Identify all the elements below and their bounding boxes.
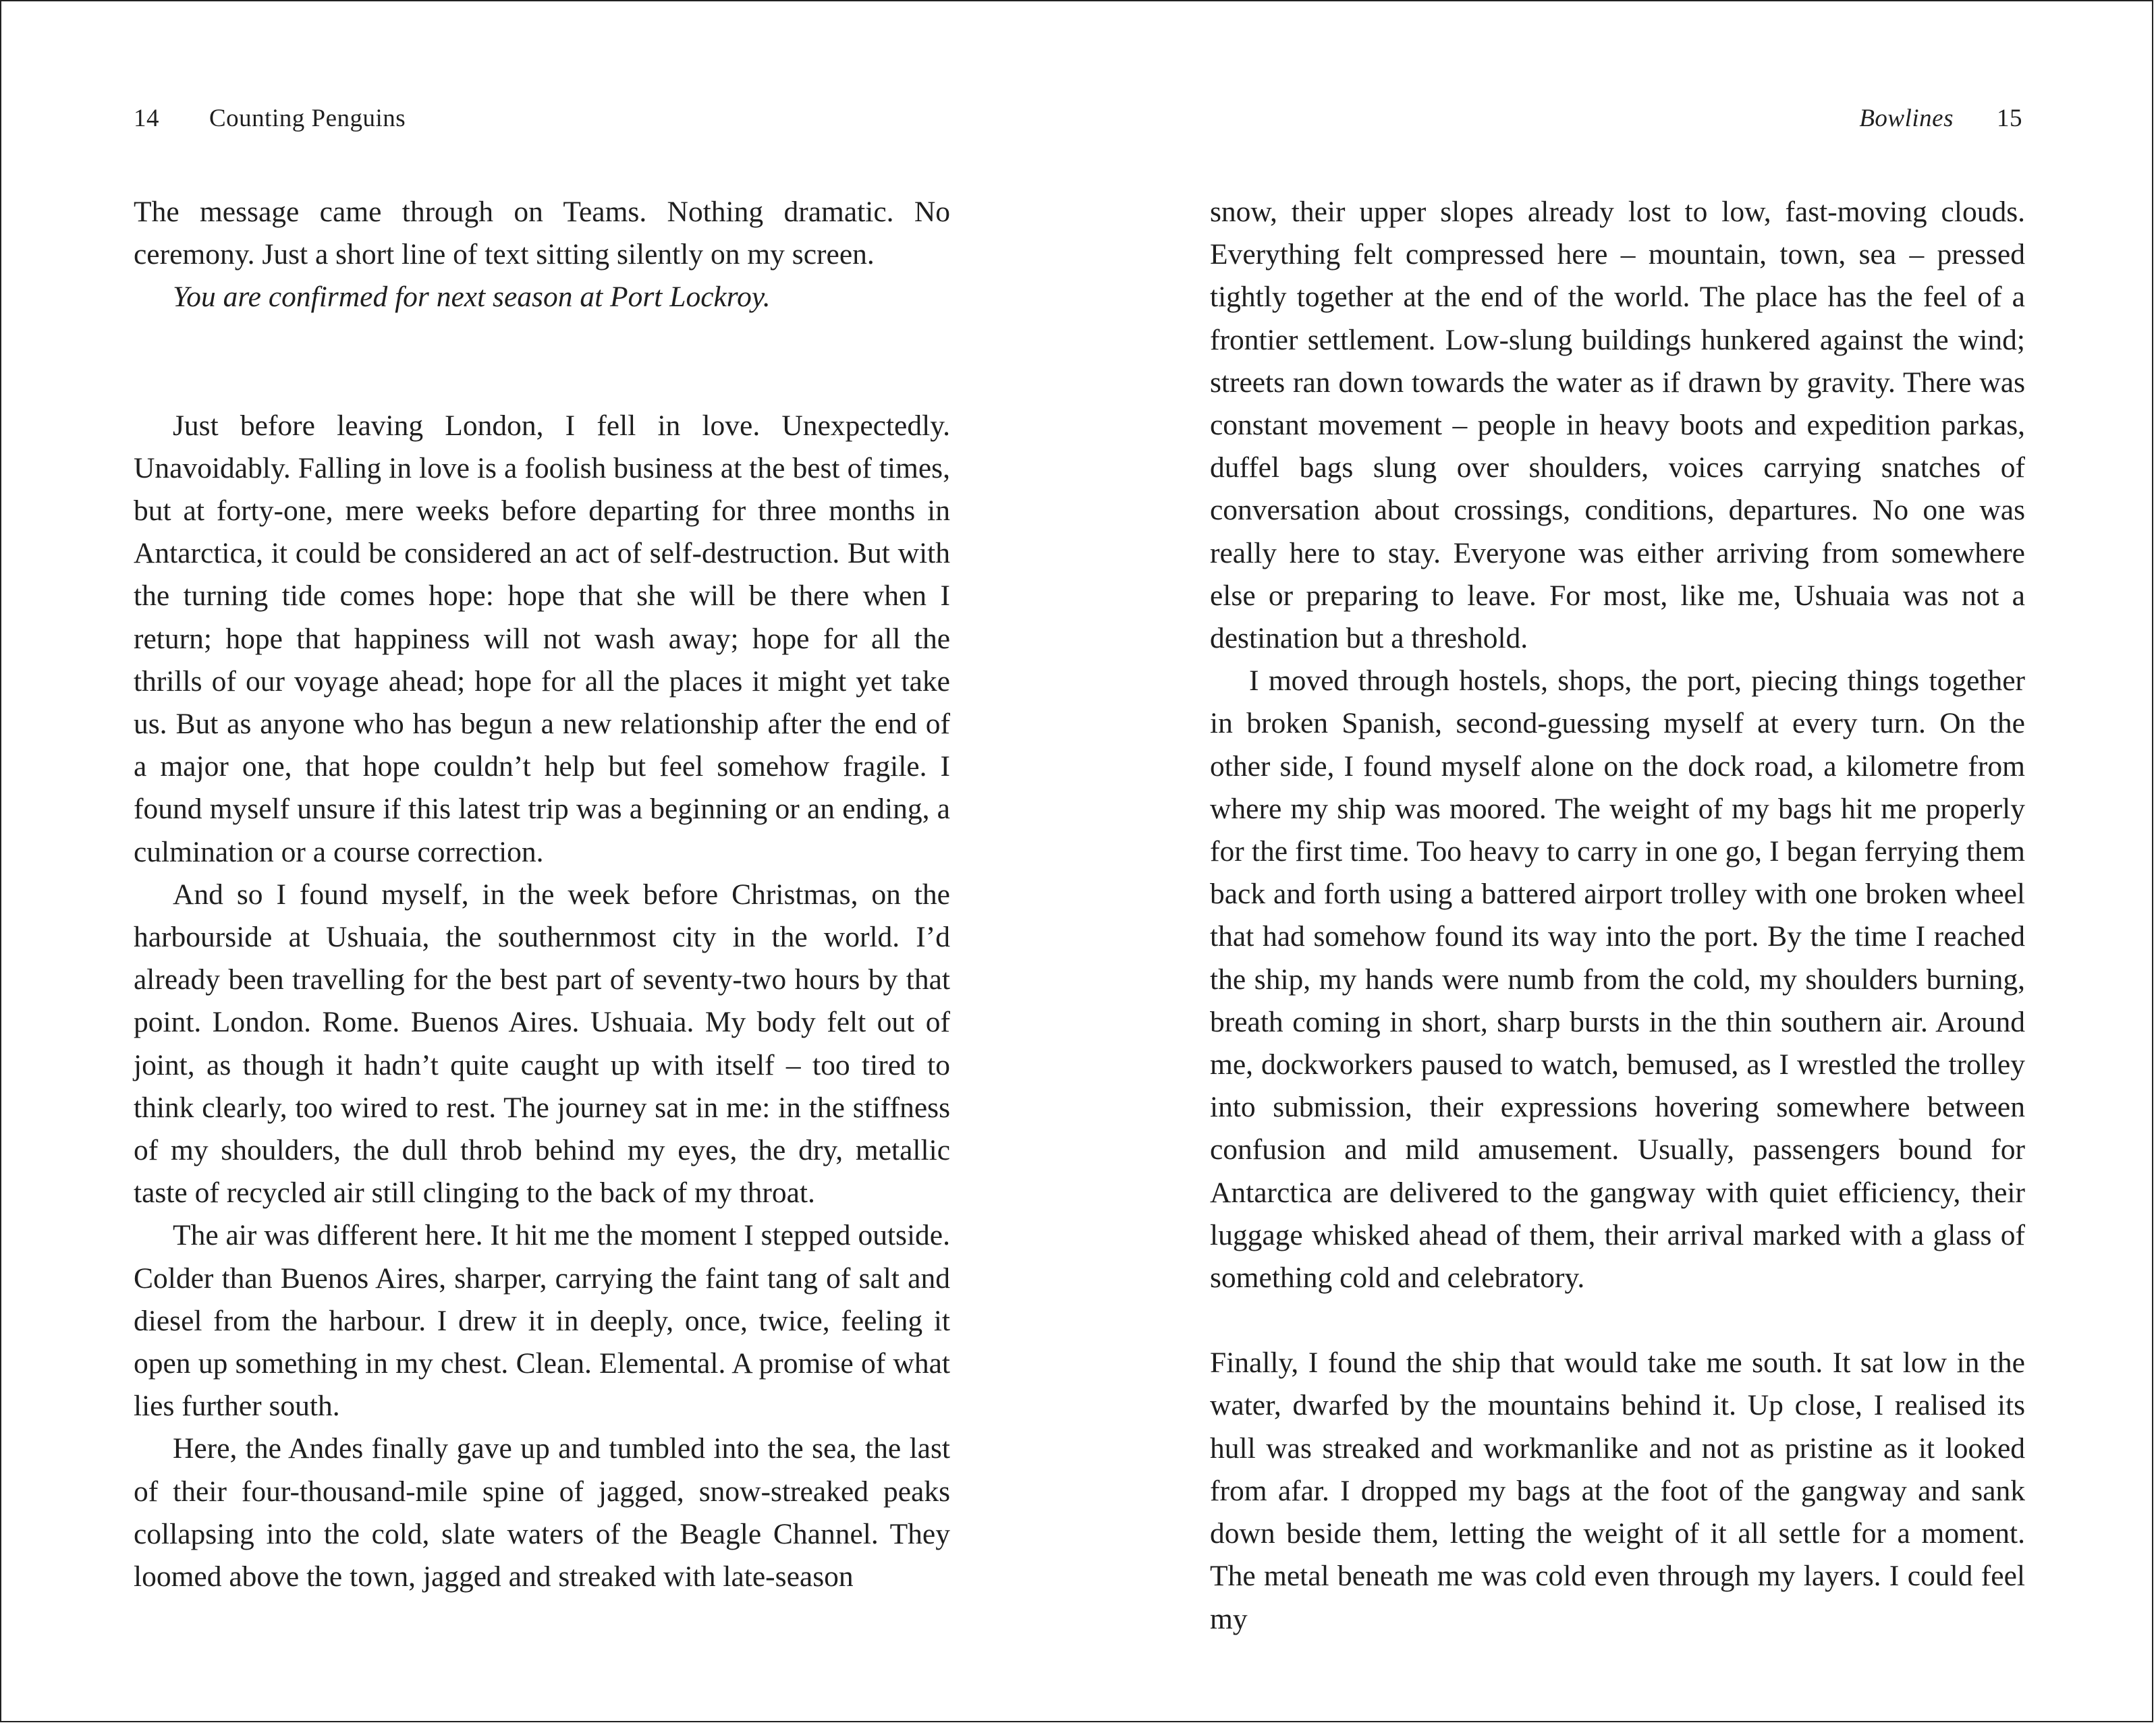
page-number-left: 14 <box>134 105 159 132</box>
paragraph: Here, the Andes finally gave up and tumbled into the sea, the last of their four-thousand-mile spine of jagged, snow-streaked peaks collapsing into the cold, slate waters of the Beagle Channel. They loomed above the town, jagged and streaked with late-season <box>134 1432 950 1593</box>
italic-message: You are confirmed for next season at Port Lockroy. <box>173 281 771 314</box>
paragraph: The air was different here. It hit me the moment I stepped outside. Colder than Buenos Aires, sharper, carrying the faint tang of salt and diesel from the harbour. I drew it in deeply, once, twice, feeling it open up something in my chest. Clean. Elemental. A promise of what lies further south. <box>134 1219 950 1423</box>
page-number-right: 15 <box>1997 105 2022 132</box>
paragraph: I moved through hostels, shops, the port, piecing things together in broken Spanish, second-guessing myself at every turn. On the other side, I found myself alone on the dock road, a kilometre from where my ship was moored. The weight of my bags hit me properly for the first time. Too heavy to carry in one go, I began ferrying them back and forth using a battered airport trolley with one broken wheel that had somehow found its way into the port. By the time I reached the ship, my hands were numb from the cold, my shoulders burning, breath coming in short, sharp bursts in the thin southern air. Around me, dockworkers paused to watch, bemused, as I wrestled the trolley into submission, their expressions hovering somewhere between confusion and mild amusement. Usually, passengers bound for Antarctica are delivered to the gangway with quiet efficiency, their luggage whisked ahead of them, their arrival marked with a glass of something cold and celebratory. <box>1210 664 2025 1295</box>
paragraph: snow, their upper slopes already lost to low, fast-moving clouds. Everything felt compressed here – mountain, town, sea – pressed tightly together at the end of the world. The place has the feel of a frontier settlement. Low-slung buildings hunkered against the wind; streets ran down towards the water as if drawn by gravity. There was constant movement – people in heavy boots and expedition parkas, duffel bags slung over shoulders, voices carrying snatches of conversation about crossings, conditions, departures. No one was really here to stay. Everyone was either arriving from somewhere else or preparing to leave. For most, like me, Ushuaia was not a destination but a threshold. <box>1210 196 2025 655</box>
book-title: Counting Penguins <box>209 105 406 132</box>
right-running-head <box>1859 104 2022 133</box>
section-title: Bowlines <box>1859 105 1954 132</box>
right-body-text <box>1210 191 2025 1641</box>
paragraph: Just before leaving London, I fell in love. Unexpectedly. Unavoidably. Falling in love is a foolish business at the best of times, but at forty-one, mere weeks before departing for three months in Antarctica, it could be considered an act of self-destruction. But with the turning tide comes hope: hope that she will be there when I return; hope that happiness will not wash away; hope for all the thrills of our voyage ahead; hope for all the places it might yet take us. But as anyone who has begun a new relationship after the end of a major one, that hope couldn’t help but feel somehow fragile. I found myself unsure if this latest trip was a beginning or an ending, a culmination or a course correction. <box>134 409 950 868</box>
left-body-text <box>134 191 950 1598</box>
paragraph: Finally, I found the ship that would take me south. It sat low in the water, dwarfed by the mountains behind it. Up close, I realised its hull was streaked and workmanlike and not as pristine as it looked from afar. I dropped my bags at the foot of the gangway and sank down beside them, letting the weight of it all settle for a moment. The metal beneath me was cold even through my layers. I could feel my <box>1210 1347 2025 1635</box>
paragraph: The message came through on Teams. Nothing dramatic. No ceremony. Just a short line of text sitting silently on my screen. <box>134 196 950 271</box>
paragraph: And so I found myself, in the week before Christmas, on the harbourside at Ushuaia, the southernmost city in the world. I’d already been travelling for the best part of seventy-two hours by that point. London. Rome. Buenos Aires. Ushuaia. My body felt out of joint, as though it hadn’t quite caught up with itself – too tired to think clearly, too wired to rest. The journey sat in me: in the stiffness of my shoulders, the dull throb behind my eyes, the dry, metallic taste of recycled air still clinging to the back of my throat. <box>134 878 950 1210</box>
left-running-head <box>134 104 406 133</box>
